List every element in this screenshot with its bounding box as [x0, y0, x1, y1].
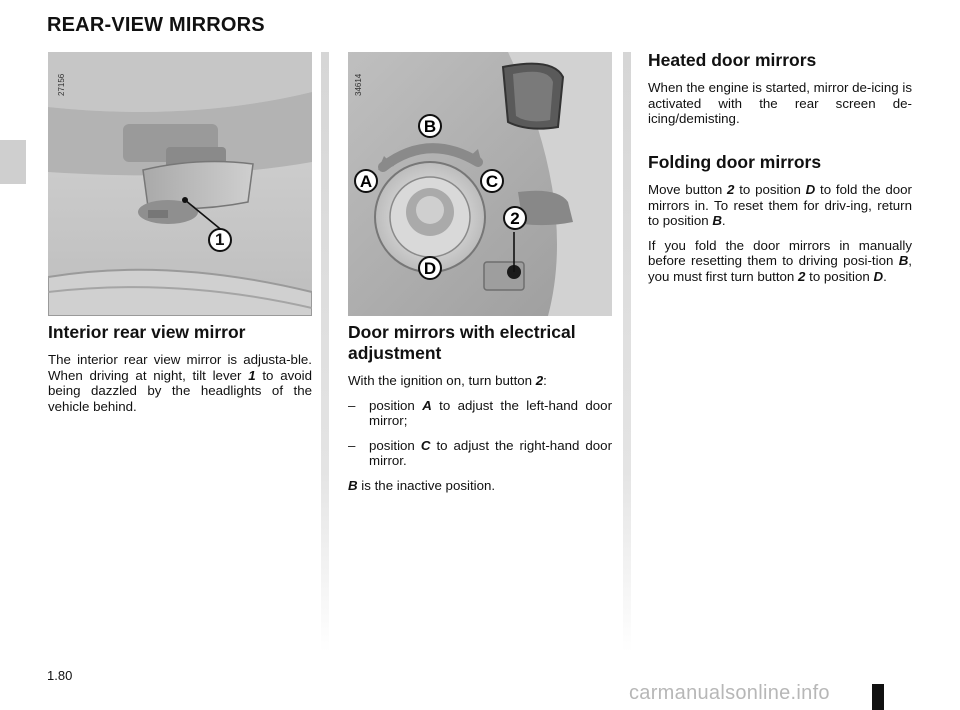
- section-heading: Heated door mirrors: [648, 50, 817, 70]
- callout-a: [355, 170, 377, 192]
- page-number: 1.80: [47, 668, 73, 683]
- section-heading: Interior rear view mirror: [48, 322, 246, 342]
- interior-mirror-section: [48, 322, 312, 423]
- folding-mirror-section: [648, 152, 912, 293]
- electric-mirror-section: [348, 322, 612, 502]
- column-divider-left: [321, 52, 329, 652]
- callout-d: [419, 257, 441, 279]
- svg-text:B: B: [423, 117, 437, 136]
- watermark: carmanualsonline.info: [629, 682, 830, 704]
- svg-text:2: 2: [510, 209, 520, 228]
- section-body: The interior rear view mirror is adjusta-ble. When driving at night, tilt lever 1 to avoid being dazzled by the headlights of the vehicle behind.: [48, 352, 312, 414]
- section-body-1: Move button 2 to position D to fold the door mirrors in. To reset them for driv-ing, return to position B.: [648, 182, 912, 228]
- section-heading: Door mirrors with electrical adjustment: [348, 322, 576, 363]
- column-divider-right: [623, 52, 631, 652]
- interior-mirror-photo: [48, 52, 312, 316]
- figure-ref-door: 34614: [354, 73, 363, 96]
- door-figure-callouts: [348, 52, 612, 316]
- callout-1: 1: [215, 230, 225, 249]
- list-item: – position C to adjust the right-hand door mirror.: [348, 437, 612, 468]
- inactive-note: B is the inactive position.: [348, 477, 496, 493]
- section-intro: With the ignition on, turn button 2:: [348, 373, 547, 388]
- heated-mirror-section: [648, 50, 912, 136]
- figure-ref-interior: 27156: [57, 73, 66, 96]
- callout-c: [481, 170, 503, 192]
- svg-text:A: A: [359, 172, 373, 191]
- corner-mark: [872, 684, 884, 710]
- svg-text:D: D: [423, 259, 437, 278]
- section-heading: Folding door mirrors: [648, 152, 822, 172]
- section-body-2: If you fold the door mirrors in manually before resetting them to driving posi-tion B, you must first turn button 2 to position D.: [648, 237, 912, 284]
- callout-2: [504, 207, 526, 229]
- position-list: [348, 398, 612, 469]
- callout-b: [419, 115, 441, 137]
- chapter-tab: [0, 140, 26, 184]
- section-body: When the engine is started, mirror de-icing is activated with the rear screen de-icing/demisting.: [648, 80, 912, 126]
- list-item: – position A to adjust the left-hand door mirror;: [348, 397, 612, 428]
- page-title: REAR-VIEW MIRRORS: [47, 14, 265, 36]
- svg-text:C: C: [485, 172, 499, 191]
